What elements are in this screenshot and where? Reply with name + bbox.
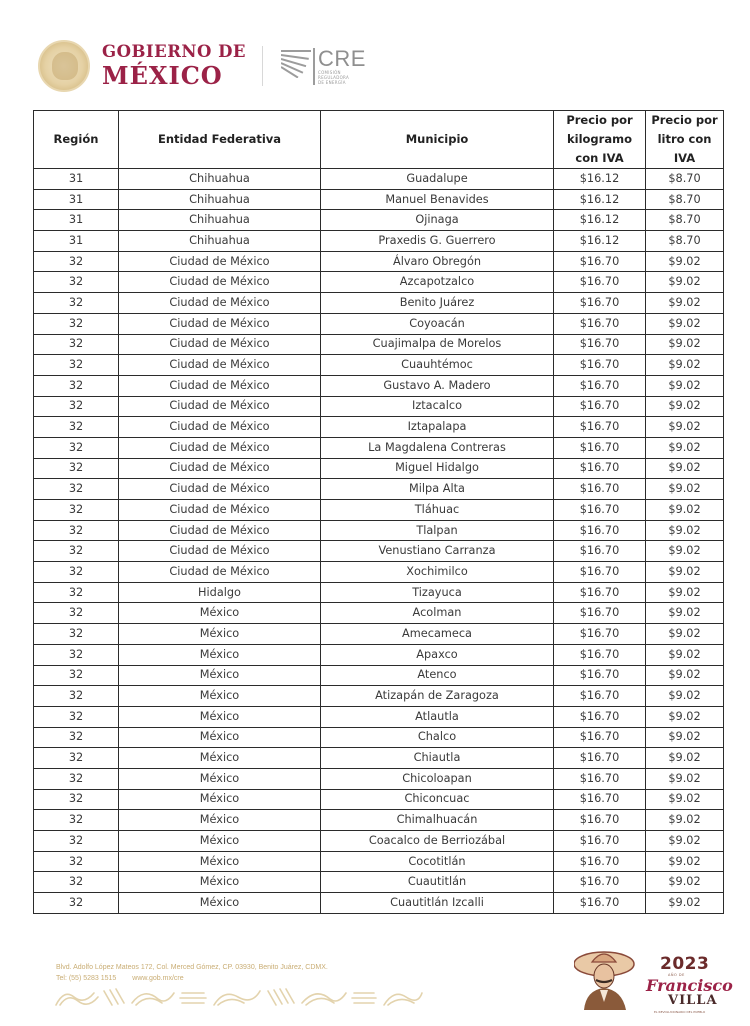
cell-entidad: México [119, 644, 321, 665]
cell-region: 32 [34, 375, 119, 396]
cell-municipio: Miguel Hidalgo [321, 458, 554, 479]
cell-precio-kg: $16.12 [554, 169, 646, 190]
table-row [34, 189, 724, 210]
cell-precio-kg: $16.70 [554, 251, 646, 272]
cell-precio-litro: $9.02 [646, 417, 724, 438]
cell-precio-litro: $8.70 [646, 210, 724, 231]
cell-region: 32 [34, 562, 119, 583]
francisco-villa-2023-logo [570, 938, 733, 1016]
table-row [34, 293, 724, 314]
cell-municipio: Coyoacán [321, 313, 554, 334]
commemorative-tagline: EL REVOLUCIONARIO DEL PUEBLO [654, 1010, 706, 1014]
cell-region: 32 [34, 810, 119, 831]
cell-precio-kg: $16.70 [554, 706, 646, 727]
cell-region: 32 [34, 582, 119, 603]
cell-region: 32 [34, 768, 119, 789]
cell-region: 32 [34, 313, 119, 334]
cell-entidad: México [119, 686, 321, 707]
cell-precio-kg: $16.70 [554, 293, 646, 314]
cell-precio-kg: $16.70 [554, 272, 646, 293]
table-row [34, 727, 724, 748]
cell-precio-litro: $8.70 [646, 189, 724, 210]
cell-entidad: Ciudad de México [119, 437, 321, 458]
cell-region: 32 [34, 872, 119, 893]
cell-entidad: Ciudad de México [119, 272, 321, 293]
cell-entidad: Chihuahua [119, 169, 321, 190]
cell-region: 32 [34, 479, 119, 500]
table-row [34, 520, 724, 541]
cell-precio-kg: $16.70 [554, 375, 646, 396]
cell-entidad: México [119, 893, 321, 914]
cell-precio-litro: $9.02 [646, 582, 724, 603]
cell-precio-kg: $16.70 [554, 479, 646, 500]
logo-divider [262, 46, 263, 86]
table-row [34, 644, 724, 665]
table-row [34, 582, 724, 603]
cell-precio-litro: $9.02 [646, 686, 724, 707]
commemorative-year: 2023 [660, 954, 710, 974]
cell-precio-litro: $9.02 [646, 810, 724, 831]
decorative-pattern [54, 987, 424, 1007]
cell-region: 32 [34, 686, 119, 707]
table-row [34, 665, 724, 686]
cell-region: 31 [34, 189, 119, 210]
gov-line1: GOBIERNO DE [102, 41, 247, 61]
cell-precio-kg: $16.70 [554, 748, 646, 769]
table-row [34, 396, 724, 417]
cell-precio-kg: $16.12 [554, 210, 646, 231]
cell-municipio: Chiconcuac [321, 789, 554, 810]
cell-municipio: Chalco [321, 727, 554, 748]
cell-precio-kg: $16.70 [554, 768, 646, 789]
cell-entidad: Ciudad de México [119, 520, 321, 541]
table-row [34, 624, 724, 645]
cell-precio-litro: $9.02 [646, 831, 724, 852]
cell-municipio: Tláhuac [321, 500, 554, 521]
commemorative-name: Francisco [646, 976, 733, 995]
header-entidad: Entidad Federativa [119, 111, 321, 169]
cell-entidad: México [119, 851, 321, 872]
cell-region: 32 [34, 665, 119, 686]
cell-entidad: Ciudad de México [119, 500, 321, 521]
cell-precio-litro: $8.70 [646, 231, 724, 252]
cell-entidad: Ciudad de México [119, 396, 321, 417]
cell-region: 31 [34, 169, 119, 190]
cell-region: 32 [34, 851, 119, 872]
cell-municipio: Tlalpan [321, 520, 554, 541]
header-municipio: Municipio [321, 111, 554, 169]
cell-precio-kg: $16.70 [554, 500, 646, 521]
cell-precio-kg: $16.70 [554, 458, 646, 479]
cell-municipio: Amecameca [321, 624, 554, 645]
cell-municipio: Tizayuca [321, 582, 554, 603]
cell-municipio: Atlautla [321, 706, 554, 727]
table-row [34, 603, 724, 624]
cell-precio-kg: $16.70 [554, 893, 646, 914]
cell-precio-litro: $9.02 [646, 644, 724, 665]
cell-entidad: Ciudad de México [119, 313, 321, 334]
table-row [34, 872, 724, 893]
table-row [34, 831, 724, 852]
cell-region: 32 [34, 500, 119, 521]
cell-precio-kg: $16.70 [554, 624, 646, 645]
table-body [34, 169, 724, 914]
cell-entidad: Chihuahua [119, 189, 321, 210]
cell-entidad: Chihuahua [119, 231, 321, 252]
cell-entidad: Ciudad de México [119, 562, 321, 583]
cell-precio-litro: $9.02 [646, 437, 724, 458]
table-row [34, 686, 724, 707]
cell-precio-kg: $16.70 [554, 334, 646, 355]
table-row [34, 272, 724, 293]
cell-entidad: México [119, 706, 321, 727]
footer-contact [56, 962, 328, 984]
cell-entidad: México [119, 665, 321, 686]
header-precio-litro: Precio por litro con IVA [646, 111, 724, 169]
cell-region: 32 [34, 355, 119, 376]
cell-entidad: Ciudad de México [119, 458, 321, 479]
cell-municipio: Praxedis G. Guerrero [321, 231, 554, 252]
table-row [34, 810, 724, 831]
cre-logo [281, 45, 366, 85]
footer-address: Blvd. Adolfo López Mateos 172, Col. Merced Gómez, CP. 03930, Benito Juárez, CDMX. [56, 964, 328, 971]
cell-precio-litro: $9.02 [646, 375, 724, 396]
cell-precio-kg: $16.70 [554, 789, 646, 810]
gobierno-de-mexico-logo [102, 41, 247, 91]
cell-region: 32 [34, 520, 119, 541]
table-row [34, 479, 724, 500]
cell-precio-kg: $16.70 [554, 437, 646, 458]
cell-region: 32 [34, 789, 119, 810]
francisco-villa-portrait-icon [574, 944, 638, 1010]
cell-municipio: Iztacalco [321, 396, 554, 417]
header-region: Región [34, 111, 119, 169]
cell-region: 32 [34, 437, 119, 458]
table-row [34, 458, 724, 479]
cell-precio-litro: $9.02 [646, 851, 724, 872]
cell-municipio: Cuauhtémoc [321, 355, 554, 376]
cell-municipio: Xochimilco [321, 562, 554, 583]
cell-precio-kg: $16.70 [554, 313, 646, 334]
cell-region: 32 [34, 706, 119, 727]
cell-precio-litro: $9.02 [646, 458, 724, 479]
cell-precio-kg: $16.70 [554, 541, 646, 562]
cell-entidad: Ciudad de México [119, 375, 321, 396]
cell-region: 32 [34, 334, 119, 355]
cell-region: 32 [34, 644, 119, 665]
cell-entidad: México [119, 789, 321, 810]
table-row [34, 748, 724, 769]
table-row [34, 768, 724, 789]
cell-municipio: Chiautla [321, 748, 554, 769]
cell-precio-kg: $16.70 [554, 396, 646, 417]
cell-entidad: México [119, 603, 321, 624]
table-row [34, 893, 724, 914]
cell-municipio: Cuajimalpa de Morelos [321, 334, 554, 355]
table-row [34, 789, 724, 810]
cell-entidad: México [119, 748, 321, 769]
table-row [34, 437, 724, 458]
cell-precio-kg: $16.70 [554, 644, 646, 665]
cell-municipio: Azcapotzalco [321, 272, 554, 293]
cell-entidad: México [119, 872, 321, 893]
header-precio-kg: Precio por kilogramo con IVA [554, 111, 646, 169]
cell-municipio: Iztapalapa [321, 417, 554, 438]
table-row [34, 355, 724, 376]
cell-precio-kg: $16.70 [554, 851, 646, 872]
cell-municipio: Venustiano Carranza [321, 541, 554, 562]
price-table [33, 110, 724, 914]
cell-entidad: México [119, 831, 321, 852]
cell-precio-kg: $16.70 [554, 603, 646, 624]
cell-entidad: México [119, 810, 321, 831]
cell-entidad: Ciudad de México [119, 541, 321, 562]
cell-entidad: Hidalgo [119, 582, 321, 603]
cell-municipio: Acolman [321, 603, 554, 624]
table-row [34, 706, 724, 727]
cell-precio-litro: $9.02 [646, 334, 724, 355]
cell-municipio: Cocotitlán [321, 851, 554, 872]
cell-precio-litro: $9.02 [646, 562, 724, 583]
cell-precio-litro: $9.02 [646, 789, 724, 810]
cell-precio-kg: $16.12 [554, 189, 646, 210]
commemorative-surname: VILLA [668, 993, 718, 1008]
commemorative-small: AÑO DE [668, 973, 685, 977]
cell-region: 32 [34, 624, 119, 645]
cell-municipio: Atenco [321, 665, 554, 686]
cell-precio-kg: $16.70 [554, 582, 646, 603]
gov-line2: MÉXICO [102, 61, 223, 91]
cell-region: 32 [34, 417, 119, 438]
table-row [34, 210, 724, 231]
cell-precio-litro: $9.02 [646, 748, 724, 769]
cell-municipio: Atizapán de Zaragoza [321, 686, 554, 707]
cre-stripes-icon [281, 48, 311, 78]
cell-precio-kg: $16.70 [554, 810, 646, 831]
cell-entidad: Ciudad de México [119, 293, 321, 314]
table-row [34, 541, 724, 562]
cell-entidad: Ciudad de México [119, 251, 321, 272]
cell-precio-kg: $16.70 [554, 686, 646, 707]
cell-region: 32 [34, 396, 119, 417]
table-row [34, 313, 724, 334]
cell-region: 32 [34, 893, 119, 914]
footer-website-link[interactable]: www.gob.mx/cre [132, 975, 184, 982]
cell-precio-litro: $9.02 [646, 665, 724, 686]
cell-precio-litro: $9.02 [646, 293, 724, 314]
cell-precio-litro: $9.02 [646, 355, 724, 376]
cell-precio-kg: $16.12 [554, 231, 646, 252]
cell-municipio: Álvaro Obregón [321, 251, 554, 272]
cell-entidad: Ciudad de México [119, 479, 321, 500]
cell-region: 31 [34, 231, 119, 252]
cell-precio-kg: $16.70 [554, 355, 646, 376]
cell-precio-litro: $9.02 [646, 541, 724, 562]
cell-precio-kg: $16.70 [554, 520, 646, 541]
cell-precio-litro: $9.02 [646, 479, 724, 500]
cell-precio-litro: $9.02 [646, 872, 724, 893]
cell-precio-kg: $16.70 [554, 727, 646, 748]
cell-municipio: Milpa Alta [321, 479, 554, 500]
table-row [34, 231, 724, 252]
cell-region: 32 [34, 748, 119, 769]
cell-entidad: Chihuahua [119, 210, 321, 231]
cell-precio-litro: $9.02 [646, 272, 724, 293]
cell-region: 32 [34, 727, 119, 748]
cell-precio-litro: $9.02 [646, 727, 724, 748]
cell-region: 32 [34, 831, 119, 852]
table-row [34, 851, 724, 872]
cell-municipio: Guadalupe [321, 169, 554, 190]
page-header [38, 38, 366, 94]
cell-precio-litro: $9.02 [646, 313, 724, 334]
cell-entidad: Ciudad de México [119, 355, 321, 376]
cell-precio-litro: $9.02 [646, 520, 724, 541]
cell-region: 32 [34, 272, 119, 293]
cell-precio-litro: $9.02 [646, 396, 724, 417]
cell-municipio: Cuautitlán [321, 872, 554, 893]
cell-precio-litro: $9.02 [646, 768, 724, 789]
cell-precio-litro: $9.02 [646, 706, 724, 727]
cell-precio-kg: $16.70 [554, 562, 646, 583]
table-row [34, 169, 724, 190]
cell-region: 31 [34, 210, 119, 231]
cell-precio-litro: $9.02 [646, 624, 724, 645]
table-row [34, 334, 724, 355]
cell-precio-litro: $8.70 [646, 169, 724, 190]
cell-municipio: Chimalhuacán [321, 810, 554, 831]
cre-sub-3: DE ENERGÍA [318, 79, 346, 85]
cell-entidad: México [119, 768, 321, 789]
cell-precio-litro: $9.02 [646, 603, 724, 624]
cre-sub-1: COMISIÓN [318, 69, 341, 75]
cell-municipio: Cuautitlán Izcalli [321, 893, 554, 914]
cell-region: 32 [34, 293, 119, 314]
cell-region: 32 [34, 251, 119, 272]
cre-logo-text: CRE [318, 45, 366, 71]
cell-precio-kg: $16.70 [554, 831, 646, 852]
footer-phone: Tel: (55) 5283 1515 [56, 975, 117, 982]
cell-municipio: Benito Juárez [321, 293, 554, 314]
table-row [34, 417, 724, 438]
cell-municipio: La Magdalena Contreras [321, 437, 554, 458]
cell-precio-kg: $16.70 [554, 417, 646, 438]
cell-region: 32 [34, 603, 119, 624]
table-row [34, 500, 724, 521]
cell-precio-litro: $9.02 [646, 500, 724, 521]
cell-entidad: México [119, 727, 321, 748]
cell-municipio: Manuel Benavides [321, 189, 554, 210]
cell-entidad: Ciudad de México [119, 334, 321, 355]
cre-sub-2: REGULADORA [318, 74, 349, 80]
cell-municipio: Coacalco de Berriozábal [321, 831, 554, 852]
cell-precio-litro: $9.02 [646, 893, 724, 914]
cell-precio-kg: $16.70 [554, 665, 646, 686]
table-row [34, 562, 724, 583]
cell-entidad: México [119, 624, 321, 645]
cell-precio-litro: $9.02 [646, 251, 724, 272]
cell-region: 32 [34, 458, 119, 479]
table-row [34, 251, 724, 272]
cell-precio-kg: $16.70 [554, 872, 646, 893]
cell-region: 32 [34, 541, 119, 562]
table-header-row [34, 111, 724, 169]
escudo-nacional-icon [38, 40, 90, 92]
cell-municipio: Gustavo A. Madero [321, 375, 554, 396]
cell-entidad: Ciudad de México [119, 417, 321, 438]
cell-municipio: Apaxco [321, 644, 554, 665]
cell-municipio: Ojinaga [321, 210, 554, 231]
table-row [34, 375, 724, 396]
cell-municipio: Chicoloapan [321, 768, 554, 789]
